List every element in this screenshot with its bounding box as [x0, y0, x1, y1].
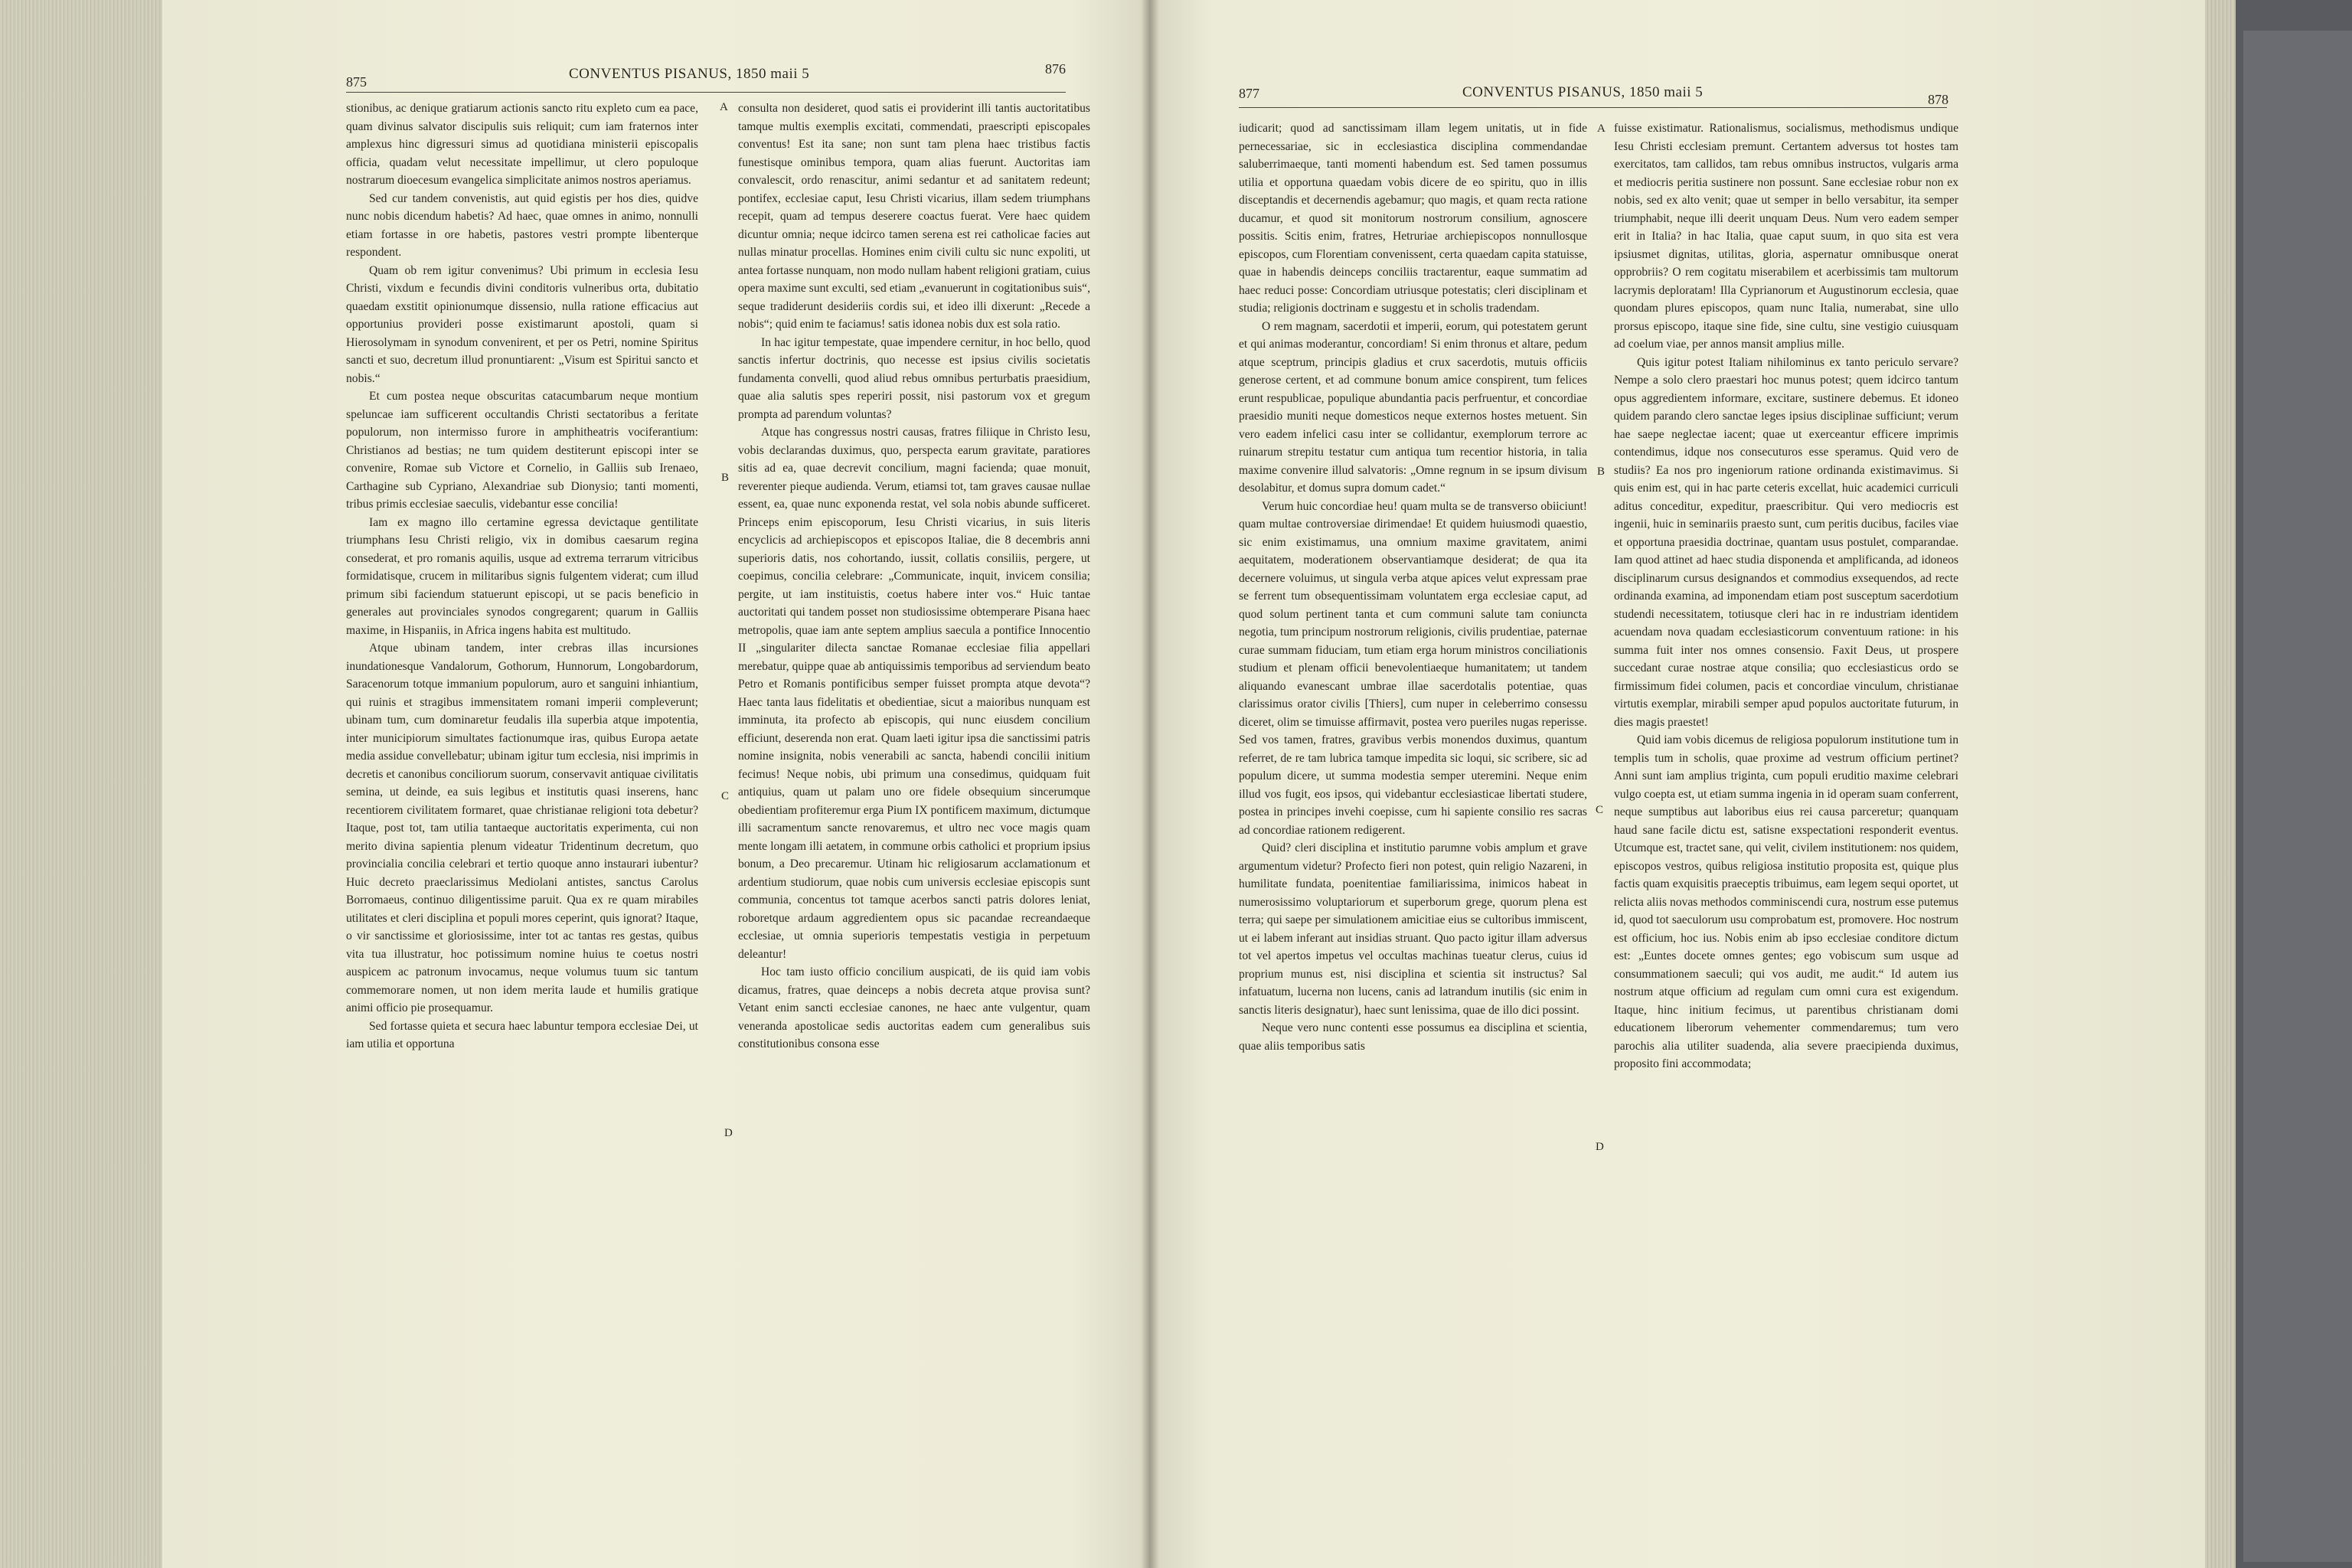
column-number-877: 877 — [1239, 86, 1259, 101]
paragraph: Verum huic concordiae heu! quam multa se de transverso obiiciunt! quam multae controversiae dirimendae! Et quidem huiusmodi quaestio, sic enim existimamus, una omnium maxime gravitatem, animi aequitatem, moderationem observantiamque desiderat; de qua ita decernere voluimus, ut singula verba atque apices velut expressam prae se ferrent tum obsequentissimam voluntatem erga ecclesiae caput, ad quod solum pertinent tanta et cum communi salute tam coniuncta negotia, tum principum nostrorum religionis, civilis prudentiae, paternae curae summam fiduciam, tum etiam erga horum ministros conciliationis studium et plenam officii benevolentiaeque humanitatem; ut tandem aliquando evanescant umbrae illae sacerdotalis potentiae, quas clarissimus orator civilis [Thiers], cum nuper in celeberrimo consessu diceret, olim se timuisse affirmavit, postea vero pueriles nugas reperisse. Sed vos tamen, fratres, gravibus verbis monendos duximus, quantum referret, de re tam lubrica tamque impedita sic loqui, sic scribere, sic ad populum dicere, ut summa modestia semper uteremini. Neque enim illud vos fugit, eos ipsos, qui videbantur ecclesiasticae libertati studere, postea in principes invehi coepisse, cum hi sapiente consilio res sacras ad concordiae rationem redigerent. — [1239, 499, 1587, 837]
marker-c-right: C — [1596, 804, 1604, 816]
paragraph: Et cum postea neque obscuritas catacumbarum neque montium speluncae iam sufficerent occultandis Christi sectatoribus a feritate populorum, non intermisso furore in amphitheatris vociferantium: Christianos ad bestias; ne tum quidem destiterunt episcopi inter se convenire, Romae sub Victore et Cornelio, in Galliis sub Irenaeo, Carthagine sub Cypriano, Alexandriae sub Dionysio; tanti momenti, tribus primis ecclesiae saeculis, videbantur esse concilia! — [346, 390, 698, 511]
paragraph: Atque ubinam tandem, inter crebras illas incursiones inundationesque Vandalorum, Gothorum, Hunnorum, Longobardorum, Saracenorum totque immanium populorum, auro et sanguini inhiantium, qui ruinis et stragibus immensitatem romani imperii compleverunt; ubinam tum, cum dominaretur feudalis illa superbia atque impotentia, inter municipiorum simultates factionumque iras, quibus Europa aetate media assidue convellebatur; ubinam igitur tum ecclesia, nisi imprimis in decretis et canonibus conciliorum suorum, conservavit antiquae civilitatis semina, ut deinde, ea suis legibus et institutis quasi inserens, hanc recentiorem civilitatem formaret, quae christianae religioni tota debetur? Itaque, post tot, tam utilia tantaeque auctoritatis experimenta, cui non merito divina sapientia plenum videatur Tridentinum decretum, quo provincialia concilia celebrari et tertio quoque anno instaurari iubentur? Huic decreto praeclarissimus Mediolani antistes, sanctus Carolus Borromaeus, continuo diligentissime paruit. Qua ex re quam mirabiles utilitates et cleri disciplina et populi mores ceperint, quis ignorat? Itaque, o vir sanctissime et gloriosissime, inter tot ac tantas res gestas, quibus vita tua illustratur, hoc potissimum nomine huius te coetus nostri auspicem ac patronum invocamus, neque volumus tuum sic tantum commemorare nomen, ut non idem merita laude et humilis gratique animi officio pie prosequamur. — [346, 642, 698, 1014]
paragraph: Quid iam vobis dicemus de religiosa populorum institutione tum in templis tum in scholis, quae proxime ad vestrum officium pertinet? Anni sunt iam amplius triginta, cum populi eruditio maxime celebrari vulgo coepta est, ut etiam summa ingenia in id operam suam conferrent, neque sumptibus aut laboribus eius rei causa parceretur; quanquam haud sane facile dictu est, satisne exspectationi responderit eventus. Utcumque est, tractet sane, qui velit, civilem institutionem: nos quidem, episcopos vestros, quibus religiosa institutio proposita est, quique plus factis quam exquisitis praeceptis tribuimus, eam legem sequi oportet, ut relicta aliis novas methodos comminiscendi cura, nostrum esse putemus id, quod tot saeculorum usu comprobatum est, promovere. Hoc nostrum est officium, hoc ius. Nobis enim ab ipso ecclesiae conditore dictum est: „Euntes docete omnes gentes; ego vobiscum sum usque ad consummationem saeculi; qui vos audit, me audit.“ Id autem ius nostrum atque officium ad regulam cum omni cura est exigendum. Itaque, hinc initium fecimus, ut parentibus christianam domi educationem liberorum vehementer commendaremus; tum vero parochis alia utiliter suadenda, alia severe praecipienda duximus, proposito fini accommodata; — [1614, 733, 1958, 1070]
paragraph: In hac igitur tempestate, quae impendere cernitur, in hoc bello, quod sanctis infertur doctrinis, quo necesse est ipsius civilis societatis fundamenta convelli, quod aliud rebus omnibus perturbatis praesidium, quae alia salutis spes reperiri possit, nisi pastorum vox et gregum prompta ad parendum voluntas? — [738, 335, 1090, 421]
text-column-876 — [738, 100, 1090, 1054]
paragraph: Sed cur tandem convenistis, aut quid egistis per hos dies, quidve nunc nobis dicendum habetis? Ad haec, quae omnes in animo, nonnulli etiam fortasse in ore habetis, pastores vestri prompte libenterque respondent. — [346, 191, 698, 259]
marker-d-left: D — [724, 1127, 733, 1139]
marker-a-left: A — [720, 101, 728, 113]
marker-a-right: A — [1597, 122, 1606, 135]
paragraph: Sed fortasse quieta et secura haec labuntur tempora ecclesiae Dei, ut iam utilia et opportuna — [346, 1019, 698, 1050]
paragraph: Hoc tam iusto officio concilium auspicati, de iis quid iam vobis dicamus, fratres, quae deinceps a nobis decreta atque provisa sunt? Vetant enim sancti ecclesiae canones, ne haec ante vulgentur, quam veneranda apostolicae sedis auctoritas eadem cum generalibus suis constitutionibus consona esse — [738, 965, 1090, 1050]
marker-c-left: C — [721, 790, 730, 802]
book-cover — [2243, 31, 2352, 1562]
paragraph: Quis igitur potest Italiam nihilominus ex tanto periculo servare? Nempe a solo clero praestari hoc munus potest; quem idcirco tantum opus aggredientem informare, excitare, sustinere debemus. Et idoneo quidem parando clero sanctae leges ipsius disciplinae sufficiunt; verum hae saepe neglectae iacent; quae ut exerceantur efficere imprimis contendimus, idque nos consecuturos esse speramus. Quid vero de studiis? Ea nos pro ingeniorum ratione ordinanda existimavimus. Si quis enim est, qui in hac parte ceteris excellat, huic academici curriculi aditus conceditur, expeditur, praescribitur. Qui vero mediocris est ingenii, huic in seminariis praesto sunt, cum peritis ducibus, faciles viae et opportuna praesidia doctrinae, quantam usus postulet, comparandae. Iam quod attinet ad haec studia disponenda et amplificanda, ad idoneos disciplinarum cursus designandos et commodius exsequendos, ad recte ordinanda examina, ad imponendam etiam post susceptum sacerdotium studendi necessitatem, totiusque cleri hac in re industriam identidem acuendam nova quadam ecclesiasticorum conventuum ratione: in his summa fuit inter nos omnes consensio. Faxit Deus, ut prospere succedant curae nostrae atque consilia; quo ecclesiasticus ordo se firmissimum fidei columen, pacis et concordiae vinculum, christianae virtutis exemplar, mirabili semper apud populos auctoritate futurum, in dies magis praestet! — [1614, 355, 1958, 729]
column-number-878: 878 — [1928, 92, 1949, 107]
paragraph: Quid? cleri disciplina et institutio parumne vobis amplum et grave argumentum videtur? Profecto fieri non potest, quin religio Nazareni, in humilitate fundata, poenitentiae familiarissima, inimicos habeat in numerosissimo voluptariorum et superborum grege, quorum plena est terra; qui saepe per simulationem amicitiae eius se cultoribus immiscent, ut ei labem inferant aut insidias struant. Quo pacto igitur illam adversus tot vel apertos impetus vel occultas machinas tueatur clerus, cuius id proprium munus est, nisi disciplina et scientia sit instructus? Sal infatuatum, lucerna non lucens, canis ad latrandum inutilis (sic enim in sanctis literis designatur), haec sunt lenissima, quae de illo dici possint. — [1239, 841, 1587, 1017]
marker-d-right: D — [1596, 1141, 1604, 1153]
right-header-rule — [1239, 107, 1947, 108]
paragraph: iudicarit; quod ad sanctissimam illam legem unitatis, ut in fide pernecessariae, sic in ecclesiastica disciplina commendandae saluberrimaeque, tanti momenti habendum est. Sed tamen possumus utilia et opportuna quaedam vobis dicere de eo spiritu, quo in illis disceptandis et decernendis agebamur; quo magis, et quam recta ratione ducamur, et quod sit monitorum nostrorum consilium, agnoscere possitis. Scitis enim, fratres, Hetruriae archiepiscopos nonnullosque episcopos, cum Florentiam convenissent, certa quaedam capita statuisse, quae in habendis deinceps conciliis tractarentur, eaque summatim ad haec reduci posse: Concordiam utriusque potestatis; cleri disciplinam et studia; religionis doctrinam e suggestu et in scholis tradendam. — [1239, 122, 1587, 315]
left-page-header: CONVENTUS PISANUS, 1850 maii 5 — [569, 66, 810, 82]
left-header-rule — [346, 92, 1066, 93]
paragraph: stionibus, ac denique gratiarum actionis sancto ritu expleto cum ea pace, quam divinus salvator discipulis suis reliquit; cum iam fraternos inter amplexus hinc digressuri simus ad quotidiana ministerii episcopalis officia, quadam velut necessitate impellimur, ut clero populoque nostrarum dioecesum evangelica simplicitate animos nostros aperiamus. — [346, 102, 698, 187]
paragraph: consulta non desideret, quod satis ei providerint illi tantis auctoritatibus tamque multis exemplis excitati, commendati, praescripti episcopales conventus! Est ita sane; non sunt tam plena haec tristibus factis funestisque ominibus tempora, quam alias fuerunt. Auctoritas iam convalescit, ordo renascitur, animi sedantur et ad sanitatem redeunt; pontifex, ecclesiae caput, Iesu Christi vicarius, illam sedem triumphans recepit, quam ad tempus deserere coactus fuerat. Vere haec quidem dicuntur omnia; neque idcirco tamen serena est rei catholicae facies aut nullas minatur procellas. Homines enim civili cultu sic nunc expoliti, ut antea fortasse nunquam, non modo nullam habent religioni gratiam, cuius opera maxime sunt exculti, sed etiam „evanuerunt in cogitationibus suis“, seque tradiderunt desideriis cordis sui, et ideo illi dixerunt: „Recede a nobis“; quid enim te faciamus! satis idonea nobis dux est sola ratio. — [738, 102, 1090, 331]
paragraph: O rem magnam, sacerdotii et imperii, eorum, qui potestatem gerunt et qui animas moderantur, concordiam! Si enim thronus et altare, pedum atque sceptrum, principis gladius et crux sacerdotis, mutuis officiis generose certent, et ad commune bonum amice conspirent, tum felices erunt respublicae, populique abundantia pacis perfruentur, et concordiae praesidio muniti neque domesticos neque externos hostes metuent. Sin vero eadem infelici casu inter se collidantur, exemplorum terrore ac ruinarum strepitu testatur cum antiqua tum recentior historia, in talia maxime convenire illud salvatoris: „Omne regnum in se ipsum divisum desolabitur, et domus supra domum cadet.“ — [1239, 319, 1587, 495]
book-gutter — [1141, 0, 1159, 1568]
text-column-878 — [1614, 119, 1958, 1073]
column-number-876: 876 — [1045, 61, 1066, 77]
column-number-875: 875 — [346, 74, 367, 90]
right-page-header: CONVENTUS PISANUS, 1850 maii 5 — [1462, 84, 1704, 100]
marker-b-left: B — [721, 472, 730, 484]
paragraph: Quam ob rem igitur convenimus? Ubi primum in ecclesia Iesu Christi, vixdum e fecundis divini conditoris vulneribus orta, dubitatio quaedam exstitit opinionumque dissensio, nulla ratione efficacius aut opportunius provideri posse existimarunt apostoli, quam si Hierosolymam in synodum convenirent, et per os Petri, nomine Spiritus sancti et suo, decretum illud pronuntiarent: „Visum est Spiritui sancto et nobis.“ — [346, 263, 698, 385]
paragraph: Atque has congressus nostri causas, fratres filiique in Christo Iesu, vobis declarandas duximus, quo, perspecta earum gravitate, paratiores sitis ad ea, quae decrevit concilium, magni facienda; quae monuit, reverenter pieque audienda. Verum, etiamsi tot, tam graves causae nullae essent, ea, quae nunc exponenda restat, vel sola nobis abunde sufficeret. Princeps enim episcoporum, Iesu Christi vicarius, in suis literis encyclicis ad archiepiscopos et episcopos Italiae, die 8 decembris anni superioris datis, nos cohortando, iussit, collatis consiliis, pergere, ut coepimus, concilia celebrare: „Communicate, inquit, invicem consilia; pergite, ut iam instituistis, coetus habere inter vos.“ Huic tantae auctoritati qui tandem posset non studiosissime obtemperare Pisana haec metropolis, quae iam ante septem amplius saecula a pontifice Innocentio II „singulariter dilecta sanctae Romanae ecclesiae filia appellari merebatur, quippe quae ab antiquissimis temporibus ad serviendum beato Petro et Romanis pontificibus semper fuisset prompta atque devota“? Haec tanta laus fidelitatis et obedientiae, sicut a maioribus nunquam est imminuta, ita profecto ab episcopis, qui nunc eiusdem concilium efficiunt, deserenda non erat. Quam laeti igitur ipsa die sanctissimi patris nomine insignita, nobis venerabili ac sancta, habendi concilii initium fecimus! Neque nobis, ubi primum una consedimus, quidquam fuit antiquius, quam ut palam uno ore fidele obsequium sincerumque obedientiam profiteremur erga Pium IX pontificem maximum, dictumque illi sacramentum sancte renovaremus, et ultro nec voce magis quam mente longam illi aetatem, in commune orbis catholici et proprium ipsius bonum, a Deo precaremur. Utinam hic religiosarum acclamationum et ardentium studiorum, quae nobis cum universis ecclesiae episcopis sunt communia, concentus tot tamque acerbos sancti patris dolores leniat, roboretque ardaum aggredientem opus sic pacandae recreandaeque ecclesiae, ut omnia superioris tempestatis vestigia in perpetuum deleantur! — [738, 426, 1090, 961]
paragraph: Neque vero nunc contenti esse possumus ea disciplina et scientia, quae aliis temporibus satis — [1239, 1021, 1587, 1053]
marker-b-right: B — [1597, 466, 1606, 478]
text-column-877 — [1239, 119, 1587, 1055]
page-edges-right — [2205, 0, 2236, 1568]
paragraph: fuisse existimatur. Rationalismus, socialismus, methodismus undique Iesu Christi ecclesiam premunt. Certantem adversus tot hostes tam exercitatos, tam callidos, tam rebus omnibus instructos, vulgaris arma et mediocris peritia sustinere non possunt. Sane ecclesiae robur non ex nobis, sed ex alto venit; quae ut semper in bello versabitur, ita semper triumphabit, neque illi deerit unquam Deus. Num vero eadem semper erit in Italia? in hac Italia, quae caput suum, in quo sita est vera ipsiusmet dignitas, utilitas, gloria, aspernatur omnibusque onerat opprobriis? O rem cogitatu miserabilem et acerbissimis tam multorum lacrymis deploratam! Illa Cyprianorum et Augustinorum ecclesia, quae quondam plures episcopos, quam nunc Italia, numerabat, sine ullo prorsus episcopo, itaque sine fide, sine cultu, sine vestigio cuiusquam ad coelum viae, per annos mansit amplius mille. — [1614, 122, 1958, 351]
page-edges-left — [0, 0, 162, 1568]
paragraph: Iam ex magno illo certamine egressa devictaque gentilitate triumphans Iesu Christi religio, vix in domibus caesarum regina consederat, et pro romanis aquilis, usque ad extrema terrarum vitricibus formidatisque, crucem in militaribus signis fulgentem viderat; cum illud primum sibi faciendum statuerunt episcopi, ut se pacis beneficio in generales aut provinciales synodos congregarent; quarum in Galliis maxime, in Hispaniis, in Africa ingens habita est multitudo. — [346, 515, 698, 637]
text-column-875 — [346, 100, 698, 1054]
